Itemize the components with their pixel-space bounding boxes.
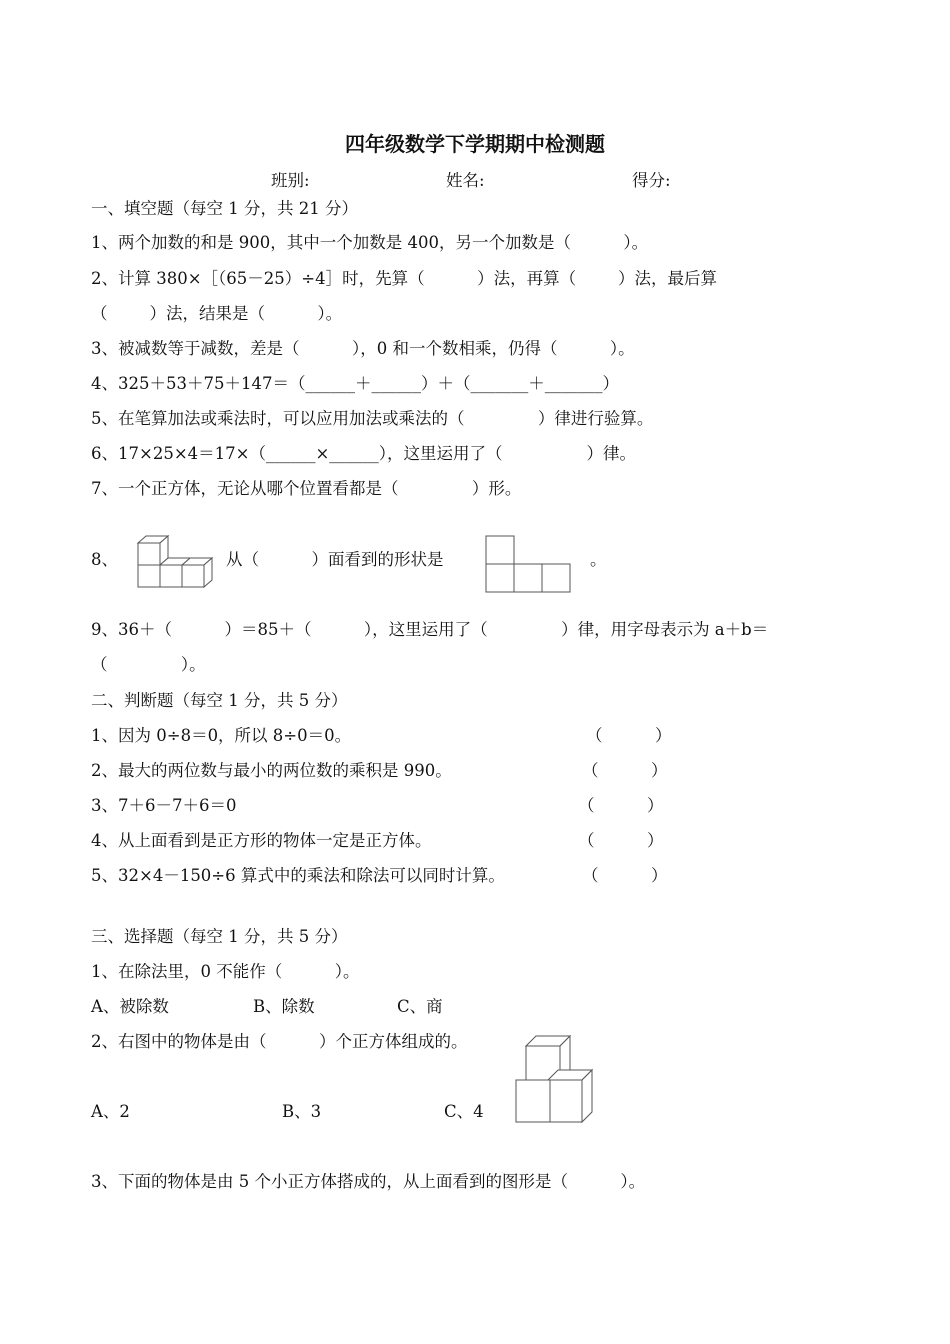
view-shape-figure [484, 534, 574, 594]
cube-tower-figure [514, 1033, 594, 1125]
question-1-6: 6、17×25×4＝17×（______×______），这里运用了（ ）律。 [91, 444, 636, 463]
choice-1-option-c: C、商 [397, 997, 443, 1016]
choice-1-option-a: A、被除数 [91, 997, 169, 1016]
section1-heading: 一、填空题（每空 1 分，共 21 分） [91, 199, 358, 218]
choice-question-2: 2、右图中的物体是由（ ）个正方体组成的。 [91, 1032, 468, 1051]
question-1-3: 3、被减数等于减数，差是（ ），0 和一个数相乘，仍得（ ）。 [91, 339, 635, 358]
question-1-2: 2、计算 380×［（65－25）÷4］时，先算（ ）法，再算（ ）法，最后算 [91, 269, 718, 288]
judge-item-4: 4、从上面看到是正方形的物体一定是正方体。 [91, 831, 432, 850]
choice-question-1: 1、在除法里，0 不能作（ ）。 [91, 962, 360, 981]
question-1-4: 4、325＋53＋75＋147＝（______＋______）＋（_______＋_______） [91, 374, 619, 393]
question-1-8-end: 。 [590, 550, 607, 569]
cube-stack-figure [126, 534, 214, 598]
question-1-1: 1、两个加数的和是 900，其中一个加数是 400，另一个加数是（ ）。 [91, 233, 649, 252]
question-1-7: 7、一个正方体，无论从哪个位置看都是（ ）形。 [91, 479, 522, 498]
question-1-8-text: 从（ ）面看到的形状是 [226, 550, 444, 569]
question-1-2-cont: （ ）法，结果是（ ）。 [91, 304, 343, 323]
choice-2-option-a: A、2 [91, 1102, 130, 1121]
judge-item-5: 5、32×4－150÷6 算式中的乘法和除法可以同时计算。 [91, 866, 505, 885]
judge-item-3: 3、7＋6－7＋6＝0 [91, 796, 237, 815]
question-1-9-cont: （ ）。 [91, 655, 206, 674]
choice-2-option-c: C、4 [444, 1102, 484, 1121]
page-title: 四年级数学下学期期中检测题 [345, 132, 605, 156]
class-label: 班别: [271, 171, 310, 190]
section2-heading: 二、判断题（每空 1 分，共 5 分） [91, 691, 348, 710]
question-1-5: 5、在笔算加法或乘法时，可以应用加法或乘法的（ ）律进行验算。 [91, 409, 654, 428]
judge-mark-2: （ ） [582, 761, 668, 780]
name-label: 姓名: [446, 171, 485, 190]
judge-mark-3: （ ） [578, 796, 664, 815]
question-1-8-number: 8、 [91, 550, 118, 569]
judge-mark-4: （ ） [578, 831, 664, 850]
judge-mark-5: （ ） [582, 866, 668, 885]
choice-question-3: 3、下面的物体是由 5 个小正方体搭成的，从上面看到的图形是（ ）。 [91, 1172, 646, 1191]
score-label: 得分: [632, 171, 671, 190]
choice-1-option-b: B、除数 [253, 997, 315, 1016]
question-1-9: 9、36＋（ ）＝85＋（ ），这里运用了（ ）律，用字母表示为 a＋b＝ [91, 620, 769, 639]
choice-2-option-b: B、3 [282, 1102, 322, 1121]
judge-item-2: 2、最大的两位数与最小的两位数的乘积是 990。 [91, 761, 452, 780]
section3-heading: 三、选择题（每空 1 分，共 5 分） [91, 927, 348, 946]
judge-item-1: 1、因为 0÷8＝0，所以 8÷0＝0。 [91, 726, 352, 745]
judge-mark-1: （ ） [586, 726, 672, 745]
